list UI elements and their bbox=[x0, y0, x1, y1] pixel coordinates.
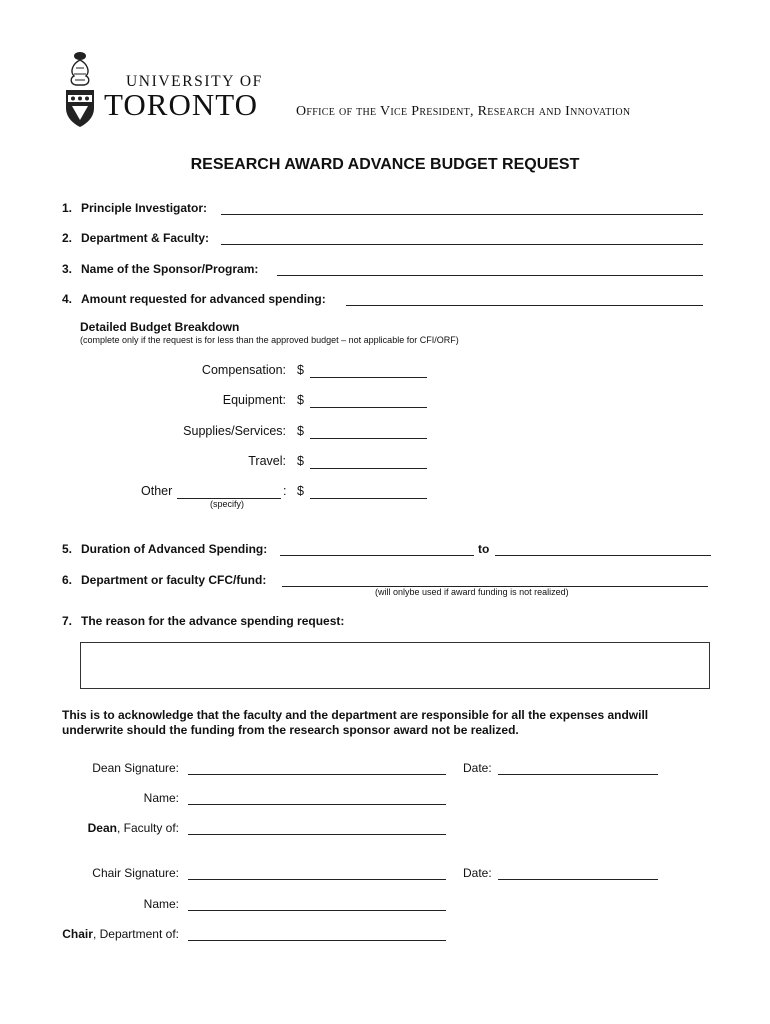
university-crest-logo bbox=[62, 50, 98, 130]
question-cfc-fund bbox=[62, 573, 266, 587]
dean-bold-label: Dean bbox=[87, 821, 117, 835]
dean-date-field[interactable] bbox=[498, 763, 658, 775]
department-faculty-field[interactable] bbox=[221, 233, 703, 245]
question-principal-investigator bbox=[62, 201, 207, 215]
chair-name-label: Name: bbox=[143, 897, 179, 911]
duration-end-field[interactable] bbox=[495, 544, 711, 556]
question-label: The reason for the advance spending request: bbox=[81, 614, 345, 628]
department-of-label: , Department of: bbox=[92, 927, 179, 941]
question-number: 1. bbox=[62, 201, 73, 215]
other-specify-field[interactable] bbox=[177, 487, 281, 499]
currency-symbol: $ bbox=[297, 424, 304, 438]
acknowledgement-text: This is to acknowledge that the faculty and the department are responsible for all the expenses andwill underwrite should the funding from the research sponsor award not be realized. bbox=[62, 708, 649, 737]
question-number: 3. bbox=[62, 262, 73, 276]
question-label: Principle Investigator: bbox=[81, 201, 208, 215]
chair-signature-label: Chair Signature: bbox=[92, 866, 179, 880]
chair-department-label bbox=[0, 927, 179, 941]
question-duration bbox=[62, 542, 267, 556]
equipment-label: Equipment: bbox=[222, 393, 286, 407]
travel-amount-field[interactable] bbox=[310, 457, 427, 469]
compensation-amount-field[interactable] bbox=[310, 366, 427, 378]
sponsor-program-field[interactable] bbox=[277, 264, 703, 276]
other-label: Other bbox=[141, 484, 173, 498]
question-department-faculty bbox=[62, 231, 209, 245]
dean-name-field[interactable] bbox=[188, 793, 446, 805]
question-number: 4. bbox=[62, 292, 73, 306]
dean-signature-label: Dean Signature: bbox=[92, 761, 179, 775]
question-number: 7. bbox=[62, 614, 73, 628]
cfc-fund-field[interactable] bbox=[282, 575, 708, 587]
cfc-fund-note: (will onlybe used if award funding is not realized) bbox=[375, 587, 569, 597]
office-name: Office of the Vice President, Research and Innovation bbox=[296, 104, 631, 119]
faculty-of-label: , Faculty of: bbox=[116, 821, 179, 835]
chair-date-field[interactable] bbox=[498, 868, 658, 880]
duration-start-field[interactable] bbox=[280, 544, 474, 556]
question-label: Amount requested for advanced spending: bbox=[81, 292, 326, 306]
university-of-text: UNIVERSITY OF bbox=[126, 73, 263, 90]
question-label: Department or faculty CFC/fund: bbox=[81, 573, 267, 587]
toronto-wordmark: TORONTO bbox=[104, 87, 258, 122]
question-number: 6. bbox=[62, 573, 73, 587]
supplies-services-amount-field[interactable] bbox=[310, 427, 427, 439]
currency-symbol: $ bbox=[297, 484, 304, 498]
question-sponsor-program bbox=[62, 262, 258, 276]
question-label: Name of the Sponsor/Program: bbox=[81, 262, 259, 276]
compensation-label: Compensation: bbox=[201, 363, 286, 377]
dean-name-label: Name: bbox=[143, 791, 179, 805]
form-title: RESEARCH AWARD ADVANCE BUDGET REQUEST bbox=[190, 156, 580, 173]
supplies-services-label: Supplies/Services: bbox=[183, 424, 286, 438]
other-colon: : bbox=[283, 484, 287, 498]
question-label: Duration of Advanced Spending: bbox=[81, 542, 268, 556]
chair-name-field[interactable] bbox=[188, 899, 446, 911]
question-amount-requested bbox=[62, 292, 326, 306]
currency-symbol: $ bbox=[297, 363, 304, 377]
question-label: Department & Faculty: bbox=[81, 231, 210, 245]
reason-textbox[interactable] bbox=[80, 642, 710, 689]
principal-investigator-field[interactable] bbox=[221, 203, 703, 215]
chair-department-field[interactable] bbox=[188, 929, 446, 941]
dean-signature-field[interactable] bbox=[188, 763, 446, 775]
equipment-amount-field[interactable] bbox=[310, 396, 427, 408]
dean-date-label: Date: bbox=[463, 761, 492, 775]
budget-breakdown-heading: Detailed Budget Breakdown bbox=[80, 320, 240, 334]
other-amount-field[interactable] bbox=[310, 487, 427, 499]
question-number: 5. bbox=[62, 542, 73, 556]
specify-hint: (specify) bbox=[210, 499, 245, 509]
currency-symbol: $ bbox=[297, 454, 304, 468]
amount-requested-field[interactable] bbox=[346, 294, 703, 306]
chair-bold-label: Chair bbox=[62, 927, 93, 941]
dean-faculty-label bbox=[0, 821, 179, 835]
question-number: 2. bbox=[62, 231, 73, 245]
dean-faculty-field[interactable] bbox=[188, 823, 446, 835]
travel-label: Travel: bbox=[248, 454, 286, 468]
chair-date-label: Date: bbox=[463, 866, 492, 880]
duration-to-label: to bbox=[478, 542, 490, 556]
question-reason bbox=[62, 614, 344, 628]
currency-symbol: $ bbox=[297, 393, 304, 407]
budget-breakdown-note: (complete only if the request is for less than the approved budget – not applicable for CFI/ORF) bbox=[80, 335, 459, 345]
chair-signature-field[interactable] bbox=[188, 868, 446, 880]
